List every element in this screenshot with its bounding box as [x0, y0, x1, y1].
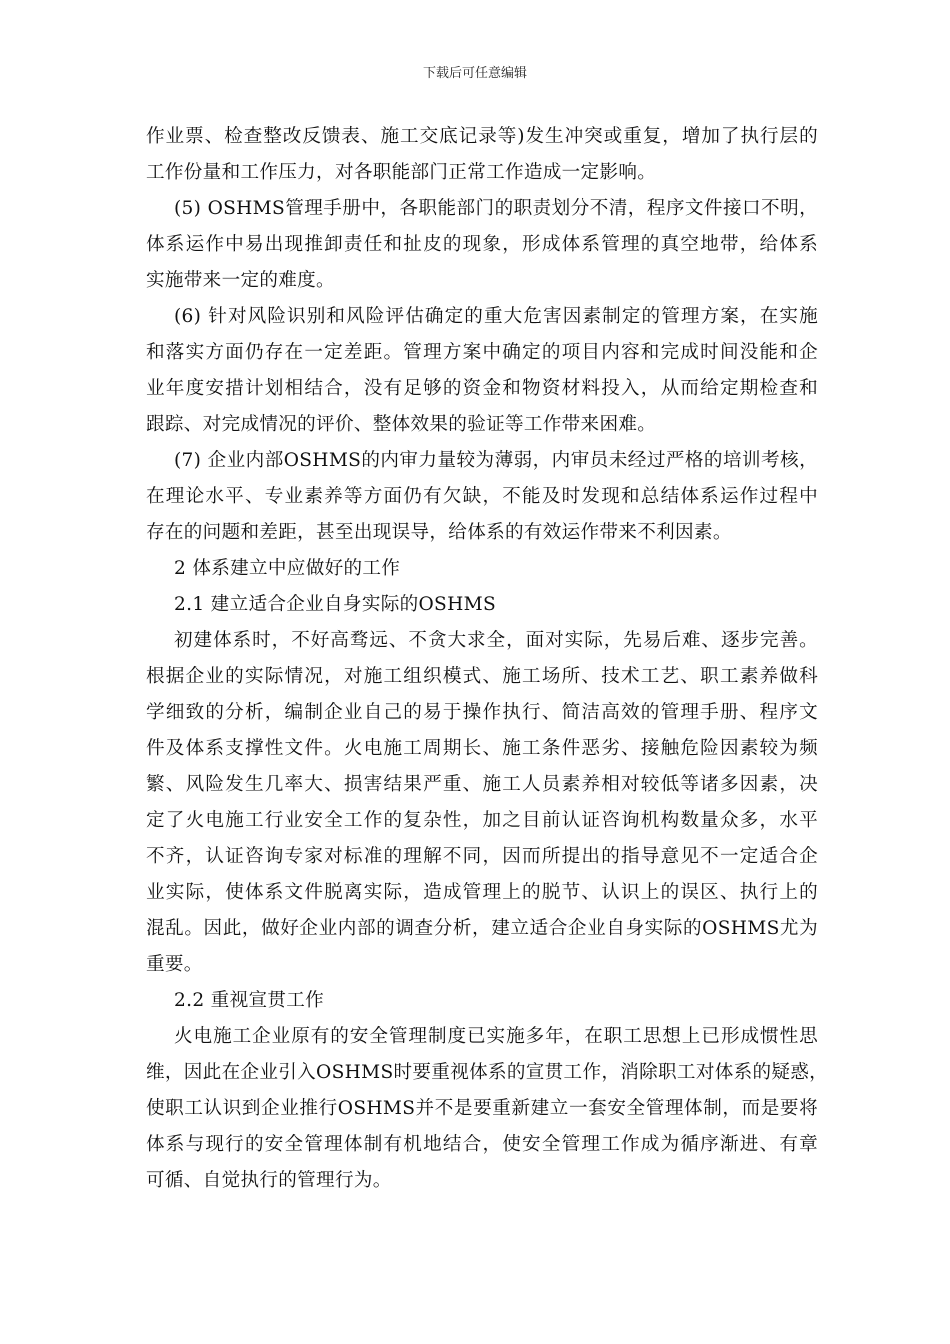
page-header: 下载后可任意编辑 — [422, 66, 527, 81]
text-line: 在理论水平、专业素养等方面仍有欠缺，不能及时发现和总结体系运作过程中 — [146, 486, 818, 507]
text-line: (7) 企业内部OSHMS的内审力量较为薄弱，内审员未经过严格的培训考核， — [174, 450, 818, 471]
text-line: 工作份量和工作压力，对各职能部门正常工作造成一定影响。 — [146, 162, 657, 183]
document-body — [146, 119, 829, 1199]
text-line: 可循、自觉执行的管理行为。 — [146, 1170, 392, 1191]
text-line: 2.2 重视宣贯工作 — [174, 990, 325, 1011]
text-line: 和落实方面仍存在一定差距。管理方案中确定的项目内容和完成时间没能和企 — [146, 342, 818, 363]
text-line: 跟踪、对完成情况的评价、整体效果的验证等工作带来困难。 — [146, 414, 657, 435]
text-line: (6) 针对风险识别和风险评估确定的重大危害因素制定的管理方案，在实施 — [174, 306, 818, 327]
text-line: 体系与现行的安全管理体制有机地结合，使安全管理工作成为循序渐进、有章 — [146, 1134, 818, 1155]
text-line: 初建体系时，不好高骛远、不贪大求全，面对实际，先易后难、逐步完善。 — [174, 630, 818, 651]
text-line: 作业票、检查整改反馈表、施工交底记录等)发生冲突或重复，增加了执行层的 — [146, 126, 818, 147]
text-line: 存在的问题和差距，甚至出现误导，给体系的有效运作带来不利因素。 — [146, 522, 732, 543]
text-line: 火电施工企业原有的安全管理制度已实施多年，在职工思想上已形成惯性思 — [174, 1026, 818, 1047]
text-line: 重要。 — [146, 954, 203, 975]
text-line: 根据企业的实际情况，对施工组织模式、施工场所、技术工艺、职工素养做科 — [146, 666, 818, 687]
text-line: 学细致的分析，编制企业自己的易于操作执行、简洁高效的管理手册、程序文 — [146, 702, 818, 723]
text-line: 不齐，认证咨询专家对标准的理解不同，因而所提出的指导意见不一定适合企 — [146, 846, 818, 867]
text-line: 实施带来一定的难度。 — [146, 270, 335, 291]
text-line: (5) OSHMS管理手册中，各职能部门的职责划分不清，程序文件接口不明， — [174, 198, 818, 219]
text-line: 体系运作中易出现推卸责任和扯皮的现象，形成体系管理的真空地带，给体系 — [146, 234, 818, 255]
text-line: 2 体系建立中应做好的工作 — [174, 558, 401, 579]
text-line: 使职工认识到企业推行OSHMS并不是要重新建立一套安全管理体制，而是要将 — [146, 1098, 818, 1119]
text-line: 繁、风险发生几率大、损害结果严重、施工人员素养相对较低等诸多因素，决 — [146, 774, 818, 795]
text-line: 混乱。因此，做好企业内部的调查分析，建立适合企业自身实际的OSHMS尤为 — [146, 918, 818, 939]
text-line: 业年度安措计划相结合，没有足够的资金和物资材料投入，从而给定期检查和 — [146, 378, 818, 399]
text-line: 件及体系支撑性文件。火电施工周期长、施工条件恶劣、接触危险因素较为频 — [146, 738, 818, 759]
text-line: 2.1 建立适合企业自身实际的OSHMS — [174, 594, 496, 615]
text-line: 业实际，使体系文件脱离实际，造成管理上的脱节、认识上的误区、执行上的 — [146, 882, 818, 903]
text-line: 定了火电施工行业安全工作的复杂性，加之目前认证咨询机构数量众多，水平 — [146, 810, 818, 831]
text-line: 维，因此在企业引入OSHMS时要重视体系的宣贯工作，消除职工对体系的疑惑， — [146, 1062, 829, 1083]
